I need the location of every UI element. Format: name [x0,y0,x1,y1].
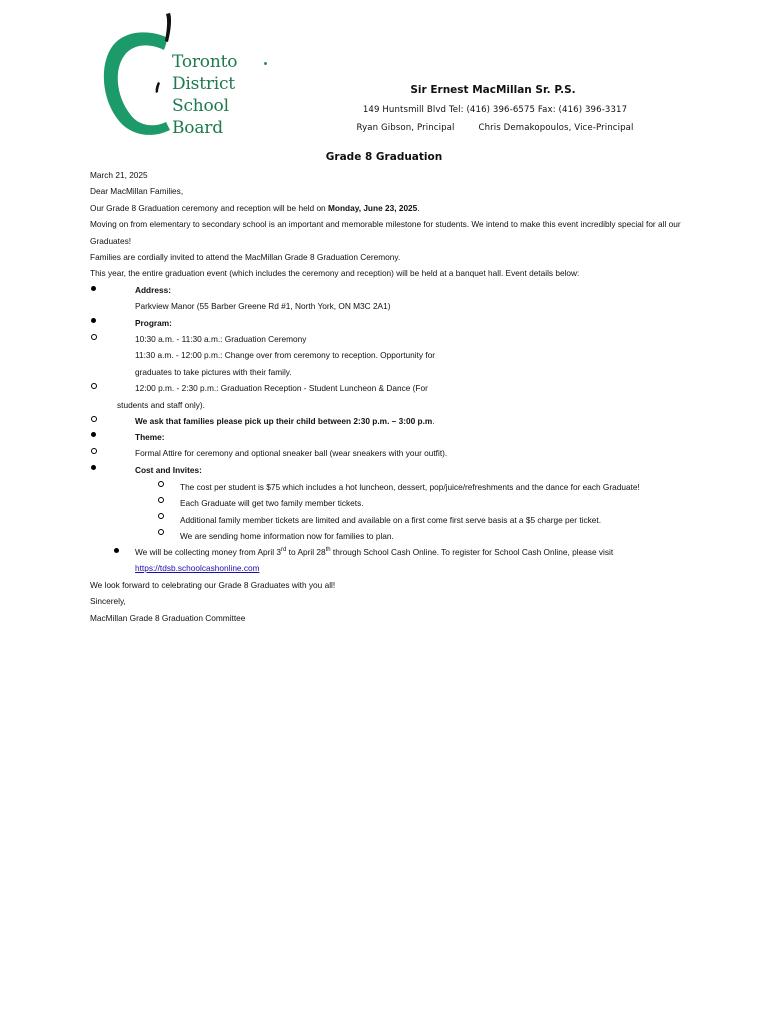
bullet-disc-icon [91,465,96,470]
logo-line-school: School [172,96,229,116]
school-name: Sir Ernest MacMillan Sr. P.S. [410,84,576,96]
school-address: 149 Huntsmill Blvd Tel: (416) 396-6575 Fax: (416) 396-3317 [362,105,628,115]
logo-dot [264,62,267,65]
closing-line: We look forward to celebrating our Grade 8 Graduates with you all! [90,580,336,590]
letter-salutation: Dear MacMillan Families, [90,186,184,196]
bullet-ring-icon [91,416,97,422]
collection-notice: We will be collecting money from April 3rd to April 28th through School Cash Online. To register for School Cash Online, please visit [135,547,614,557]
sincerely: Sincerely, [90,596,126,606]
school-cash-link-line [135,563,260,574]
pickup-notice: We ask that families please pick up their child between 2:30 p.m. – 3:00 p.m. [135,416,435,426]
bullet-disc-icon [91,318,96,323]
address-label: Address: [135,285,171,295]
program-label: Program: [135,318,172,328]
cost-item-3: Additional family member tickets are limited and available on a first come first serve basis at a $5 charge per ticket. [180,515,602,525]
paragraph-milestone-line2: Graduates! [90,236,132,246]
p1-end: . [417,203,420,213]
letter-date: March 21, 2025 [90,170,148,180]
vice-principal-name: Chris Demakopoulos, Vice-Principal [478,123,634,133]
bullet-ring-icon [158,497,164,503]
cost-item-1: The cost per student is $75 which includes a hot luncheon, dessert, pop/juice/refreshments and the dance for each Graduate! [180,482,640,492]
program-item-2-line1: 11:30 a.m. - 12:00 p.m.: Change over from ceremony to reception. Opportunity for [135,350,436,360]
paragraph-invitation: Families are cordially invited to attend the MacMillan Grade 8 Graduation Ceremony. [90,252,401,262]
bullet-ring-icon [158,481,164,487]
signoff: MacMillan Grade 8 Graduation Committee [90,613,246,623]
logo-line-district: District [172,74,235,94]
school-header [340,84,650,133]
logo-line-toronto: Toronto [172,52,238,72]
program-item-2-line2: graduates to take pictures with their family. [135,367,292,377]
bullet-ring-icon [158,513,164,519]
p1-text: Our Grade 8 Graduation ceremony and reception will be held on [90,203,328,213]
address-value: Parkview Manor (55 Barber Greene Rd #1, North York, ON M3C 2A1) [135,301,391,311]
paragraph-venue-intro: This year, the entire graduation event (which includes the ceremony and reception) will be held at a banquet hall. Event details below: [90,268,580,278]
program-item-3-line2: students and staff only). [117,400,205,410]
principal-name: Ryan Gibson, Principal [356,123,455,133]
school-staff [340,123,650,133]
paragraph-milestone-line1: Moving on from elementary to secondary school is an important and memorable milestone for students. We intend to make this event incredibly special for all our [90,219,681,229]
program-item-1: 10:30 a.m. - 11:30 a.m.: Graduation Ceremony [135,334,307,344]
letter-title: Grade 8 Graduation [325,151,443,163]
event-date: Monday, June 23, 2025 [327,203,418,213]
bullet-ring-icon [91,334,97,340]
school-cash-link[interactable]: https://tdsb.schoolcashonline.com [135,563,260,573]
theme-value: Formal Attire for ceremony and optional sneaker ball (wear sneakers with your outfit). [135,448,448,458]
bullet-disc-icon [91,286,96,291]
cost-item-2: Each Graduate will get two family member tickets. [180,498,364,508]
logo-line-board: Board [172,118,223,138]
bullet-disc-icon [114,548,119,553]
bullet-disc-icon [91,432,96,437]
bullet-ring-icon [91,448,97,454]
cost-label: Cost and Invites: [135,465,202,475]
logo-wordmark [172,51,237,139]
bullet-ring-icon [158,529,164,535]
tdsb-logo [100,10,270,140]
cost-item-4: We are sending home information now for families to plan. [180,531,394,541]
bullet-ring-icon [91,383,97,389]
program-item-3-line1: 12:00 p.m. - 2:30 p.m.: Graduation Reception - Student Luncheon & Dance (For [135,383,428,393]
paragraph-event-date [90,203,420,214]
theme-label: Theme: [135,432,165,442]
